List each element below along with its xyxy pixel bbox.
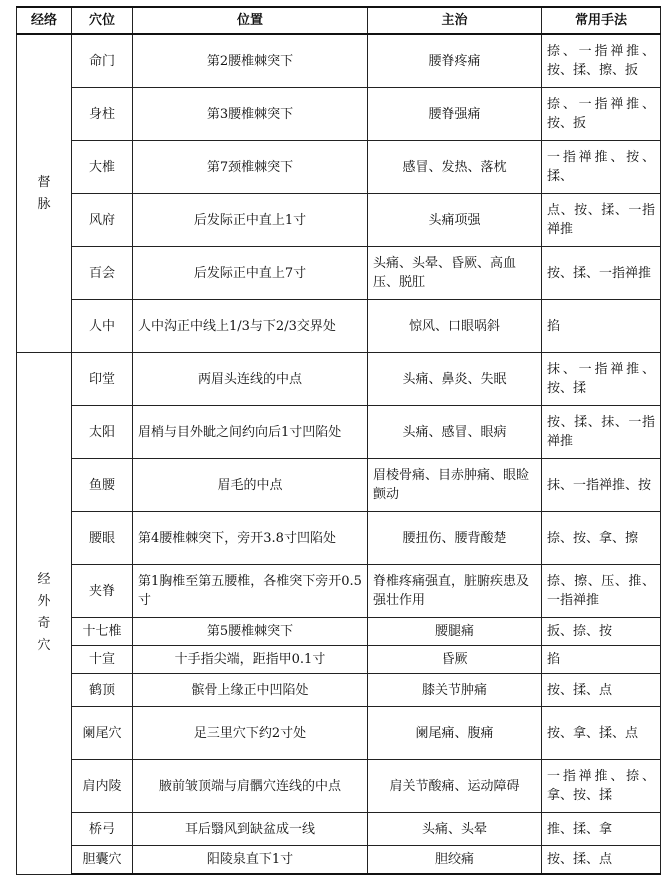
indication-cell: 头痛、感冒、眼病: [368, 406, 542, 459]
point-cell: 桥弓: [72, 813, 133, 846]
location-cell: 第1胸椎至第五腰椎，各椎突下旁开0.5寸: [133, 565, 368, 618]
indication-cell: 腰腿痛: [368, 618, 542, 646]
location-cell: 眉毛的中点: [133, 459, 368, 512]
header-meridian: 经络: [17, 7, 72, 34]
meridian-cell: 督脉: [17, 34, 72, 353]
indication-cell: 头痛、头晕、昏厥、高血压、脱肛: [368, 247, 542, 300]
technique-cell: 推、揉、拿: [542, 813, 661, 846]
header-location: 位置: [133, 7, 368, 34]
table-row: [17, 141, 661, 194]
table-row: [17, 406, 661, 459]
indication-cell: 腰脊强痛: [368, 88, 542, 141]
point-cell: 人中: [72, 300, 133, 353]
table-row: [17, 707, 661, 760]
point-cell: 命门: [72, 34, 133, 88]
point-cell: 肩内陵: [72, 760, 133, 813]
header-indication: 主治: [368, 7, 542, 34]
technique-cell: 按、揉、一指禅推: [542, 247, 661, 300]
location-cell: 足三里穴下约2寸处: [133, 707, 368, 760]
indication-cell: 胆绞痛: [368, 846, 542, 875]
table-row: [17, 813, 661, 846]
indication-cell: 肩关节酸痛、运动障碍: [368, 760, 542, 813]
technique-cell: 掐: [542, 300, 661, 353]
indication-cell: 感冒、发热、落枕: [368, 141, 542, 194]
point-cell: 腰眼: [72, 512, 133, 565]
technique-cell: 抹、一指禅推、按、揉: [542, 353, 661, 406]
indication-cell: 昏厥: [368, 646, 542, 674]
indication-cell: 眉棱骨痛、目赤肿痛、眼睑颤动: [368, 459, 542, 512]
technique-cell: 捺、按、拿、擦: [542, 512, 661, 565]
technique-cell: 按、拿、揉、点: [542, 707, 661, 760]
header-point: 穴位: [72, 7, 133, 34]
point-cell: 风府: [72, 194, 133, 247]
indication-cell: 腰脊疼痛: [368, 34, 542, 88]
table-row: [17, 618, 661, 646]
technique-cell: 按、揉、点: [542, 674, 661, 707]
point-cell: 阑尾穴: [72, 707, 133, 760]
technique-cell: 掐: [542, 646, 661, 674]
point-cell: 十宣: [72, 646, 133, 674]
location-cell: 第4腰椎棘突下，旁开3.8寸凹陷处: [133, 512, 368, 565]
table-row: [17, 88, 661, 141]
location-cell: 第2腰椎棘突下: [133, 34, 368, 88]
table-row: [17, 646, 661, 674]
location-cell: 第5腰椎棘突下: [133, 618, 368, 646]
indication-cell: 阑尾痛、腹痛: [368, 707, 542, 760]
acupoint-table: [16, 6, 661, 875]
location-cell: 腋前皱顶端与肩髃穴连线的中点: [133, 760, 368, 813]
indication-cell: 头痛项强: [368, 194, 542, 247]
location-cell: 第7颈椎棘突下: [133, 141, 368, 194]
technique-cell: 捺、擦、压、推、一指禅推: [542, 565, 661, 618]
meridian-cell: 经外奇穴: [17, 353, 72, 875]
indication-cell: 惊风、口眼㖞斜: [368, 300, 542, 353]
indication-cell: 头痛、头晕: [368, 813, 542, 846]
table-row: [17, 459, 661, 512]
technique-cell: 抹、一指禅推、按: [542, 459, 661, 512]
point-cell: 鱼腰: [72, 459, 133, 512]
technique-cell: 点、按、揉、一指禅推: [542, 194, 661, 247]
indication-cell: 脊椎疼痛强直，脏腑疾患及强壮作用: [368, 565, 542, 618]
location-cell: 人中沟正中线上1/3与下2/3交界处: [133, 300, 368, 353]
point-cell: 百会: [72, 247, 133, 300]
location-cell: 十手指尖端，距指甲0.1寸: [133, 646, 368, 674]
point-cell: 十七椎: [72, 618, 133, 646]
technique-cell: 捺、一指禅推、按、揉、擦、扳: [542, 34, 661, 88]
table-row: [17, 247, 661, 300]
point-cell: 太阳: [72, 406, 133, 459]
technique-cell: 按、揉、点: [542, 846, 661, 875]
location-cell: 两眉头连线的中点: [133, 353, 368, 406]
technique-cell: 扳、捺、按: [542, 618, 661, 646]
table-row: [17, 674, 661, 707]
table-row: [17, 565, 661, 618]
location-cell: 阳陵泉直下1寸: [133, 846, 368, 875]
location-cell: 后发际正中直上1寸: [133, 194, 368, 247]
point-cell: 身柱: [72, 88, 133, 141]
header-row: [17, 7, 661, 34]
indication-cell: 腰扭伤、腰背酸楚: [368, 512, 542, 565]
table-row: [17, 194, 661, 247]
location-cell: 髌骨上缘正中凹陷处: [133, 674, 368, 707]
location-cell: 后发际正中直上7寸: [133, 247, 368, 300]
location-cell: 眉梢与目外眦之间约向后1寸凹陷处: [133, 406, 368, 459]
table-row: [17, 353, 661, 406]
header-technique: 常用手法: [542, 7, 661, 34]
point-cell: 印堂: [72, 353, 133, 406]
location-cell: 耳后翳风到缺盆成一线: [133, 813, 368, 846]
table-row: [17, 34, 661, 88]
point-cell: 鹤顶: [72, 674, 133, 707]
indication-cell: 头痛、鼻炎、失眠: [368, 353, 542, 406]
technique-cell: 按、揉、抹、一指禅推: [542, 406, 661, 459]
point-cell: 夹脊: [72, 565, 133, 618]
technique-cell: 一指禅推、捺、拿、按、揉: [542, 760, 661, 813]
technique-cell: 一指禅推、按、揉、: [542, 141, 661, 194]
point-cell: 胆囊穴: [72, 846, 133, 875]
indication-cell: 膝关节肿痛: [368, 674, 542, 707]
technique-cell: 捺、一指禅推、按、扳: [542, 88, 661, 141]
point-cell: 大椎: [72, 141, 133, 194]
location-cell: 第3腰椎棘突下: [133, 88, 368, 141]
table-row: [17, 846, 661, 875]
table-row: [17, 512, 661, 565]
table-row: [17, 760, 661, 813]
table-row: [17, 300, 661, 353]
